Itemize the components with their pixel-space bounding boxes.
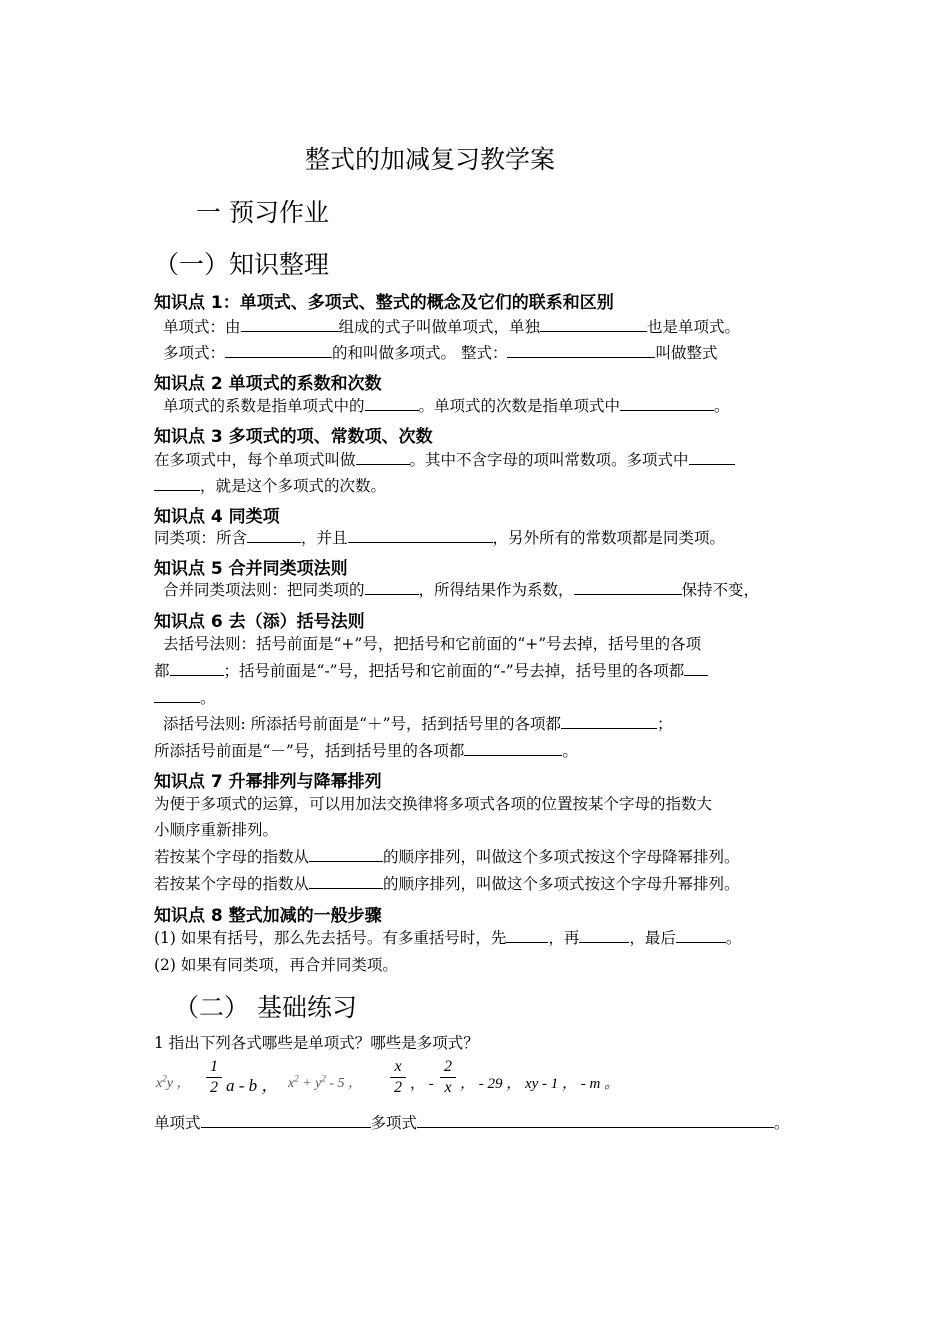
text: 单项式：由 bbox=[163, 318, 241, 336]
text: 所添括号前面是“－”号，括到括号里的各项都 bbox=[154, 742, 465, 760]
section-heading-preview: 一 预习作业 bbox=[196, 198, 329, 227]
blank bbox=[579, 928, 629, 943]
blank bbox=[689, 450, 735, 465]
blank bbox=[154, 688, 200, 703]
text: 。其中不含字母的项叫常数项。多项式中 bbox=[409, 451, 689, 469]
kp4-heading: 知识点 4 同类项 bbox=[154, 507, 280, 527]
kp3-line1 bbox=[154, 450, 735, 470]
text: ；括号前面是“-”号，把括号和它前面的“-”号去掉，括号里的各项都 bbox=[223, 662, 685, 680]
text: ，就是这个多项式的次数。 bbox=[200, 477, 387, 495]
kp6-line2 bbox=[154, 661, 708, 681]
text: 若按某个字母的指数从 bbox=[154, 848, 310, 866]
text: ，所得结果作为系数， bbox=[418, 581, 574, 599]
text: 。 bbox=[200, 689, 216, 707]
kp7-line2: 小顺序重新排列。 bbox=[154, 821, 279, 839]
kp3-heading: 知识点 3 多项式的项、常数项、次数 bbox=[154, 427, 433, 447]
text: 。 bbox=[714, 397, 730, 415]
kp1-line1 bbox=[163, 317, 740, 337]
text: 都 bbox=[154, 662, 170, 680]
expr-x2-y2-5: $x^2 + y^2 - 5$ ， bbox=[288, 1073, 363, 1091]
kp6-line5 bbox=[154, 741, 578, 761]
blank bbox=[356, 450, 410, 465]
fraction-2-over-x: 2 x bbox=[440, 1058, 456, 1097]
text: ，另外所有的常数项都是同类项。 bbox=[492, 529, 726, 547]
blank bbox=[225, 343, 332, 358]
blank bbox=[684, 661, 708, 676]
text: 保持不变， bbox=[681, 581, 760, 599]
text: 组成的式子叫做单项式，单独 bbox=[338, 318, 541, 336]
text: 的顺序排列，叫做这个多项式按这个字母降幂排列。 bbox=[383, 848, 740, 866]
kp6-heading: 知识点 6 去（添）括号法则 bbox=[154, 612, 365, 632]
kp5-line1 bbox=[163, 580, 759, 600]
kp6-line4 bbox=[163, 714, 673, 734]
text: 同类项：所含 bbox=[154, 529, 248, 547]
kp2-heading: 知识点 2 单项式的系数和次数 bbox=[154, 374, 382, 394]
answer-line bbox=[154, 1113, 790, 1133]
blank bbox=[540, 317, 647, 332]
text: 也是单项式。 bbox=[647, 318, 741, 336]
kp4-line1 bbox=[154, 528, 725, 548]
subsection-practice: （二） 基础练习 bbox=[174, 993, 357, 1022]
blank bbox=[201, 1113, 371, 1128]
blank bbox=[365, 396, 419, 411]
blank bbox=[241, 317, 339, 332]
blank bbox=[574, 580, 682, 595]
expr-separator: ， - bbox=[410, 1076, 434, 1092]
text: 添括号法则: 所添括号前面是“＋”号，括到括号里的各项都 bbox=[163, 715, 561, 733]
text: 。 bbox=[725, 929, 742, 947]
kp7-line4 bbox=[154, 874, 740, 894]
text: (1) 如果有括号，那么先去括号。有多重括号时，先 bbox=[154, 929, 507, 947]
kp8-line2: (2) 如果有同类项，再合并同类项。 bbox=[154, 956, 398, 974]
kp1-line2 bbox=[163, 343, 717, 363]
kp8-line1 bbox=[154, 928, 741, 948]
kp2-line1 bbox=[163, 396, 730, 416]
kp1-heading: 知识点 1：单项式、多项式、整式的概念及它们的联系和区别 bbox=[154, 293, 614, 313]
text: 多项式 bbox=[370, 1114, 418, 1132]
blank bbox=[170, 661, 224, 676]
page-title: 整式的加减复习教学案 bbox=[305, 145, 556, 174]
blank bbox=[309, 847, 383, 862]
text: 叫做整式 bbox=[655, 344, 718, 362]
expr-rest: ， - 29 ， xy - 1 ， - m 。 bbox=[460, 1076, 620, 1092]
expr-a-minus-b: a - b ， bbox=[226, 1076, 279, 1095]
text: 单项式 bbox=[154, 1114, 201, 1132]
blank bbox=[348, 528, 493, 543]
text: 。单项式的次数是指单项式中 bbox=[418, 397, 621, 415]
kp6-line3 bbox=[154, 688, 216, 708]
blank bbox=[507, 343, 655, 358]
text: 。 bbox=[562, 742, 578, 760]
kp7-line3 bbox=[154, 847, 740, 867]
fraction-one-half: 1 2 bbox=[206, 1058, 222, 1097]
kp8-heading: 知识点 8 整式加减的一般步骤 bbox=[154, 906, 382, 926]
blank bbox=[676, 928, 726, 943]
text: 合并同类项法则：把同类项的 bbox=[163, 581, 365, 599]
subsection-knowledge: （一）知识整理 bbox=[154, 250, 330, 279]
blank bbox=[506, 928, 548, 943]
blank bbox=[620, 396, 714, 411]
blank bbox=[247, 528, 301, 543]
fraction-x-over-2: x 2 bbox=[390, 1058, 406, 1097]
text: 的和叫做多项式。 整式： bbox=[332, 344, 508, 362]
blank bbox=[309, 874, 383, 889]
kp7-line1: 为便于多项式的运算，可以用加法交换律将多项式各项的位置按某个字母的指数大 bbox=[154, 795, 713, 813]
text: ，再 bbox=[548, 929, 580, 947]
text: ，最后 bbox=[629, 929, 676, 947]
kp6-line1: 去括号法则：括号前面是“+”号，把括号和它前面的“+”号去掉，括号里的各项 bbox=[163, 635, 702, 653]
text: 。 bbox=[774, 1114, 790, 1132]
blank bbox=[417, 1113, 774, 1128]
text: 单项式的系数是指单项式中的 bbox=[163, 397, 365, 415]
question-1: 1 指出下列各式哪些是单项式？哪些是多项式？ bbox=[154, 1034, 479, 1052]
text: 若按某个字母的指数从 bbox=[154, 875, 310, 893]
blank bbox=[561, 714, 657, 729]
blank bbox=[464, 741, 562, 756]
text: 的顺序排列，叫做这个多项式按这个字母升幂排列。 bbox=[383, 875, 740, 893]
kp7-heading: 知识点 7 升幂排列与降幂排列 bbox=[154, 772, 382, 792]
text: ； bbox=[657, 715, 673, 733]
text: ，并且 bbox=[301, 529, 348, 547]
kp5-heading: 知识点 5 合并同类项法则 bbox=[154, 559, 348, 579]
expr-x2y: $x^2y$ ， bbox=[156, 1073, 191, 1091]
blank bbox=[365, 580, 419, 595]
text: 在多项式中，每个单项式叫做 bbox=[154, 451, 356, 469]
text: 多项式： bbox=[163, 344, 226, 362]
blank bbox=[154, 476, 200, 491]
kp3-line2 bbox=[154, 476, 386, 496]
